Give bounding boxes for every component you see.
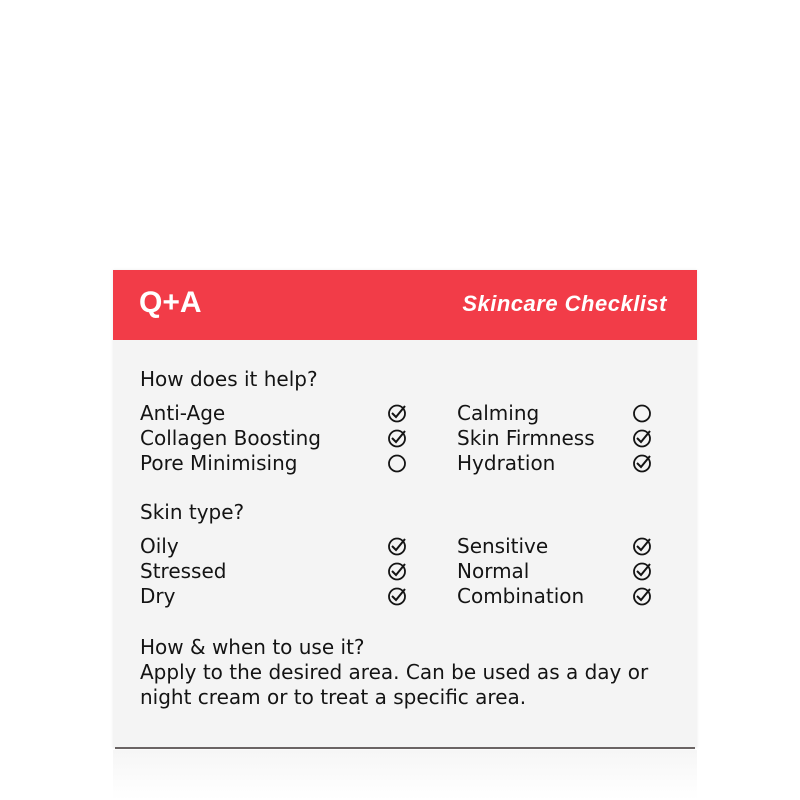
checklist-item-label: Collagen Boosting [140,426,321,450]
check-circle-icon [632,428,652,448]
checklist-item-label: Skin Firmness [457,426,595,450]
empty-circle-icon [632,403,652,423]
checklist-item-label: Stressed [140,559,227,583]
brand-logo: Q+A [139,286,202,319]
check-circle-icon [632,536,652,556]
checklist-item-label: Pore Minimising [140,451,298,475]
checklist-item-label: Anti-Age [140,401,226,425]
usage-text: Apply to the desired area. Can be used as a day or [140,660,649,684]
checklist-title: Skincare Checklist [462,291,667,316]
check-circle-icon [387,561,407,581]
check-circle-icon [387,428,407,448]
section-heading: Skin type? [140,500,245,524]
check-circle-icon [632,561,652,581]
header-band [113,270,697,340]
product-box [113,270,697,748]
box-edge [115,747,695,749]
usage-text: night cream or to treat a specific area. [140,685,527,709]
checklist-item-label: Combination [457,584,585,608]
checklist-item-label: Sensitive [457,534,549,558]
check-circle-icon [632,453,652,473]
checklist-item-label: Dry [140,584,176,608]
check-circle-icon [387,586,407,606]
check-circle-icon [632,586,652,606]
check-circle-icon [387,403,407,423]
checklist-item-label: Calming [457,401,540,425]
check-circle-icon [387,536,407,556]
reflection [113,750,697,800]
section-heading: How does it help? [140,367,318,391]
checklist-item-label: Hydration [457,451,556,475]
empty-circle-icon [387,453,407,473]
checklist-item-label: Normal [457,559,530,583]
usage-heading: How & when to use it? [140,635,365,659]
checklist-item-label: Oily [140,534,179,558]
